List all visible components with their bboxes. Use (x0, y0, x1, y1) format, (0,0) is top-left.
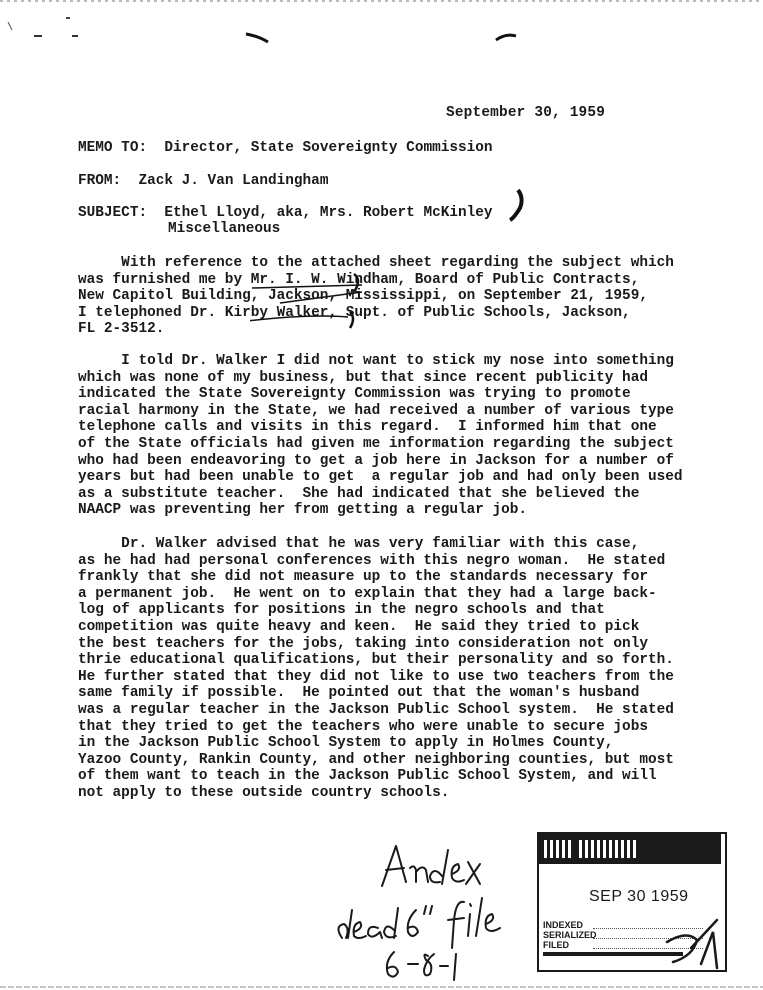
paragraph-line: was furnished me by Mr. I. W. Windham, Board of Public Contracts, (78, 271, 640, 288)
stamp-row-indexed (543, 920, 583, 930)
paragraph-line: He further stated that they did not like to use two teachers from the (78, 668, 674, 685)
memo-subject-label: SUBJECT: (78, 205, 148, 221)
paragraph-3 (78, 536, 718, 802)
memo-to-line (78, 140, 493, 156)
paragraph-line: NAACP was preventing her from getting a regular job. (78, 502, 528, 519)
memo-from-value: Zack J. Van Landingham (138, 173, 329, 189)
paragraph-line: thrie educational qualifications, but their personality and so forth. (78, 652, 674, 669)
pen-mark-subject (500, 188, 540, 224)
stamp-row-serialized (543, 930, 597, 940)
paragraph-line: as a substitute teacher. She had indicated that she believed the (78, 485, 640, 502)
memo-subject-value-2: Miscellaneous (168, 221, 281, 237)
memo-date: September 30, 1959 (446, 105, 606, 121)
paragraph-line: I told Dr. Walker I did not want to stick my nose into something (78, 353, 674, 369)
stamp-row-filed (543, 940, 569, 950)
paragraph-line: With reference to the attached sheet regarding the subject which (78, 255, 674, 271)
pen-underline-marks (250, 270, 420, 330)
paragraph-line: was a regular teacher in the Jackson Public School system. He stated (78, 701, 674, 718)
commission-stamp (537, 832, 727, 972)
paragraph-line: Yazoo County, Rankin County, and other neighboring counties, but most (78, 751, 674, 768)
paragraph-line: not apply to these outside country schools. (78, 784, 450, 801)
paragraph-line: as he had had personal conferences with this negro woman. He stated (78, 552, 666, 569)
memo-to-value: Director, State Sovereignty Commission (164, 140, 493, 156)
paragraph-line: of the State officials had given me information regarding the subject (78, 435, 674, 452)
paragraph-line: I telephoned Dr. Kirby Walker, Supt. of Public Schools, Jackson, (78, 304, 631, 321)
paragraph-line: frankly that she did not measure up to the standards necessary for (78, 569, 648, 586)
paragraph-line: that they tried to get the teachers who were unable to secure jobs (78, 718, 648, 735)
stamp-title (539, 834, 721, 864)
handwritten-notes (330, 840, 530, 985)
paragraph-line: same family if possible. He pointed out that the woman's husband (78, 685, 640, 702)
memo-subject-line (78, 205, 493, 221)
paragraph-2 (78, 353, 718, 519)
memo-to-label: MEMO TO: (78, 140, 148, 156)
memo-from-line (78, 173, 328, 189)
stamp-initials (657, 912, 727, 972)
paragraph-line: who had been endeavoring to get a job here in Jackson for a number of (78, 452, 674, 469)
paragraph-line: years but had been unable to get a regular job and had only been used (78, 469, 683, 486)
stamp-row-filed-label: FILED (543, 940, 569, 950)
stamp-row-indexed-label: INDEXED (543, 920, 584, 930)
paragraph-line: which was none of my business, but that since recent publicity had (78, 369, 648, 386)
paragraph-line: competition was quite heavy and keen. He said they tried to pick (78, 618, 640, 635)
paragraph-line: indicated the State Sovereignty Commission was trying to promote (78, 386, 631, 403)
paragraph-line: in the Jackson Public School System to apply in Holmes County, (78, 735, 614, 752)
scan-marks (0, 0, 763, 60)
stamp-date: SEP 30 1959 (589, 888, 689, 905)
stamp-row-serialized-label: SERIALIZED (543, 930, 597, 940)
paragraph-line: FL 2-3512. (78, 321, 165, 338)
paragraph-line: racial harmony in the State, we had received a number of various type (78, 402, 674, 419)
memo-from-label: FROM: (78, 173, 122, 189)
paragraph-line: a permanent job. He went on to explain that they had a large back- (78, 585, 657, 602)
stamp-title-lettering (539, 834, 721, 864)
paragraph-line: telephone calls and visits in this regard. I informed him that one (78, 419, 657, 436)
paragraph-line: the best teachers for the jobs, taking into consideration not only (78, 635, 648, 652)
memo-subject-value: Ethel Lloyd, aka, Mrs. Robert McKinley (164, 205, 493, 221)
paragraph-line: of them want to teach in the Jackson Public School System, and will (78, 768, 657, 785)
page-bottom-edge (0, 985, 763, 990)
paragraph-line: log of applicants for positions in the negro schools and that (78, 602, 605, 619)
paragraph-line: Dr. Walker advised that he was very familiar with this case, (78, 536, 640, 552)
paragraph-line: New Capitol Building, Jackson, Mississippi, on September 21, 1959, (78, 288, 648, 305)
